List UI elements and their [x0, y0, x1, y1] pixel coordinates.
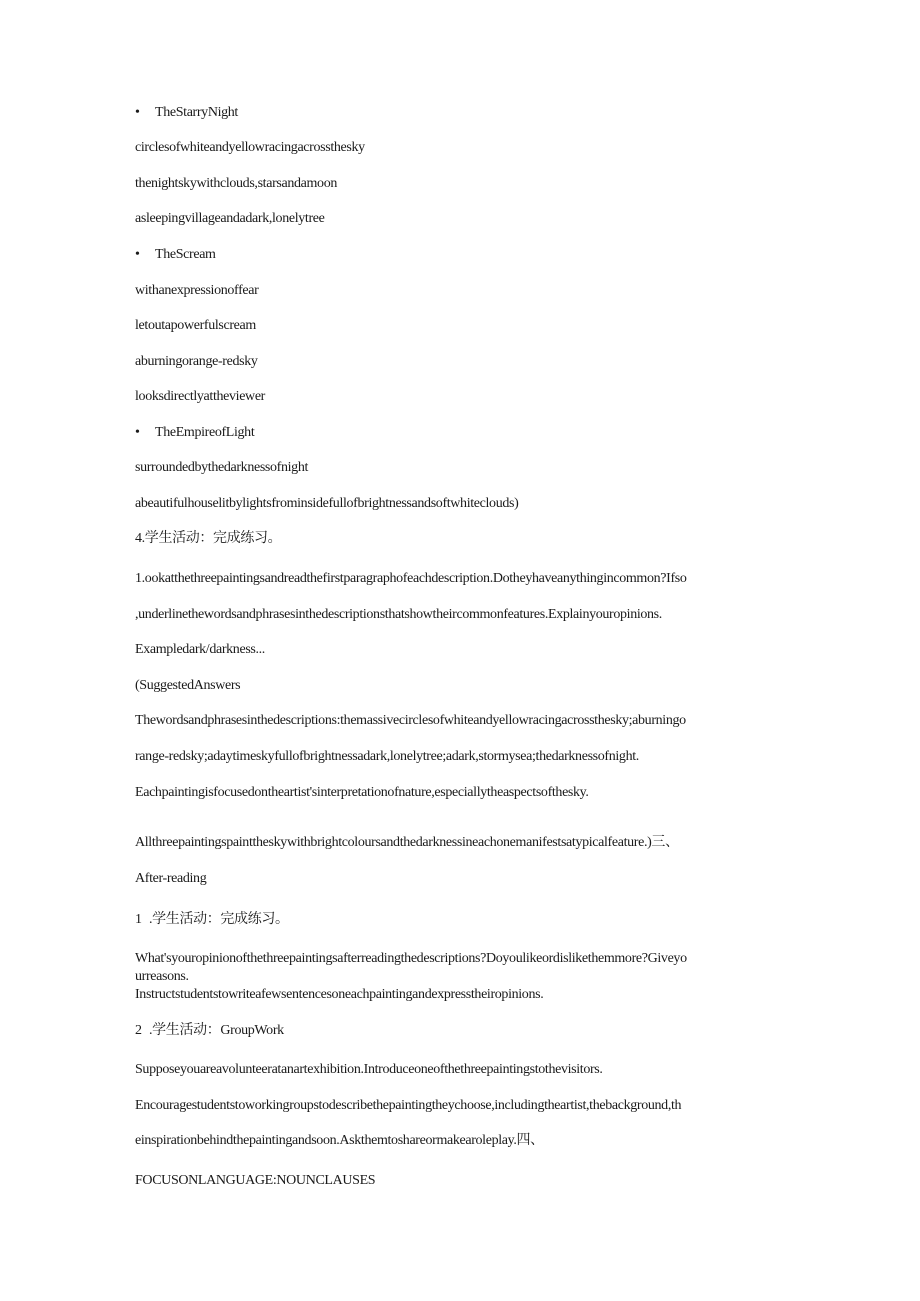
painting-title: TheEmpireofLight: [155, 425, 255, 440]
text-line: aburningorange-redsky: [135, 354, 258, 369]
numbered-item: [135, 1022, 795, 1039]
text-line: looksdirectlyattheviewer: [135, 389, 265, 404]
text-line: range-redsky;adaytimeskyfullofbrightnessadark,lonelytree;adark,stormysea;thedarknessofnight.: [135, 749, 639, 764]
bullet-item: [135, 246, 795, 263]
text-line: What'syouropinionofthethreepaintingsafterreadingthedescriptions?Doyoulikeordislikethemmore?Giveyo: [135, 951, 687, 966]
text-line: Allthreepaintingspainttheskywithbrightcoloursandthedarknessineachonemanifestsatypicalfeature.)三、: [135, 835, 679, 850]
text-line: ,underlinethewordsandphrasesinthedescriptionsthatshowtheircommonfeatures.Explainyouropinions.: [135, 607, 662, 622]
text-line: Thewordsandphrasesinthedescriptions:themassivecirclesofwhiteandyellowracingacrossthesky;aburningo: [135, 713, 686, 728]
text-line: asleepingvillageandadark,lonelytree: [135, 211, 325, 226]
item-number: 2: [135, 1023, 142, 1038]
text-line: circlesofwhiteandyellowracingacrossthesky: [135, 140, 365, 155]
bullet-item: [135, 104, 795, 121]
text-line: urreasons.: [135, 969, 189, 984]
painting-title: TheStarryNight: [155, 105, 238, 120]
text-line: withanexpressionoffear: [135, 283, 259, 298]
text-line: abeautifulhouselitbylightsfrominsidefullofbrightnessandsoftwhiteclouds): [135, 496, 519, 511]
text-line: Supposeyouareavolunteeratanartexhibition.Introduceoneofthethreepaintingstothevisitors.: [135, 1062, 603, 1077]
bullet-dot: •: [135, 105, 140, 120]
text-line: einspirationbehindthepaintingandsoon.Askthemtoshareormakearoleplay.四、: [135, 1133, 544, 1148]
numbered-item: [135, 911, 795, 928]
item-number: 1: [135, 912, 142, 927]
text-line: Eachpaintingisfocusedontheartist'sinterpretationofnature,especiallytheaspectsofthesky.: [135, 785, 589, 800]
text-line: Instructstudentstowriteafewsentencesoneachpaintingandexpresstheiropinions.: [135, 987, 544, 1002]
text-line: thenightskywithclouds,starsandamoon: [135, 176, 338, 191]
text-line: surroundedbythedarknessofnight: [135, 460, 309, 475]
bullet-dot: •: [135, 425, 140, 440]
text-line: Encouragestudentstoworkingroupstodescribethepaintingtheychoose,includingtheartist,thebackground,th: [135, 1098, 682, 1113]
text-line: Exampledark/darkness...: [135, 642, 265, 657]
text-line: 1.ookatthethreepaintingsandreadthefirstparagraphofeachdescription.Dotheyhaveanythingincommon?Ifso: [135, 571, 687, 586]
text-line: letoutapowerfulscream: [135, 318, 256, 333]
section-heading: FOCUSONLANGUAGE:NOUNCLAUSES: [135, 1173, 376, 1188]
text-line: (SuggestedAnswers: [135, 678, 241, 693]
bullet-item: [135, 424, 795, 441]
bullet-dot: •: [135, 247, 140, 262]
item-text: .学生活动：GroupWork: [149, 1023, 284, 1038]
section-heading: 4.学生活动：完成练习。: [135, 531, 282, 546]
painting-title: TheScream: [155, 247, 216, 262]
item-text: .学生活动：完成练习。: [149, 912, 289, 927]
section-heading: After-reading: [135, 871, 207, 886]
